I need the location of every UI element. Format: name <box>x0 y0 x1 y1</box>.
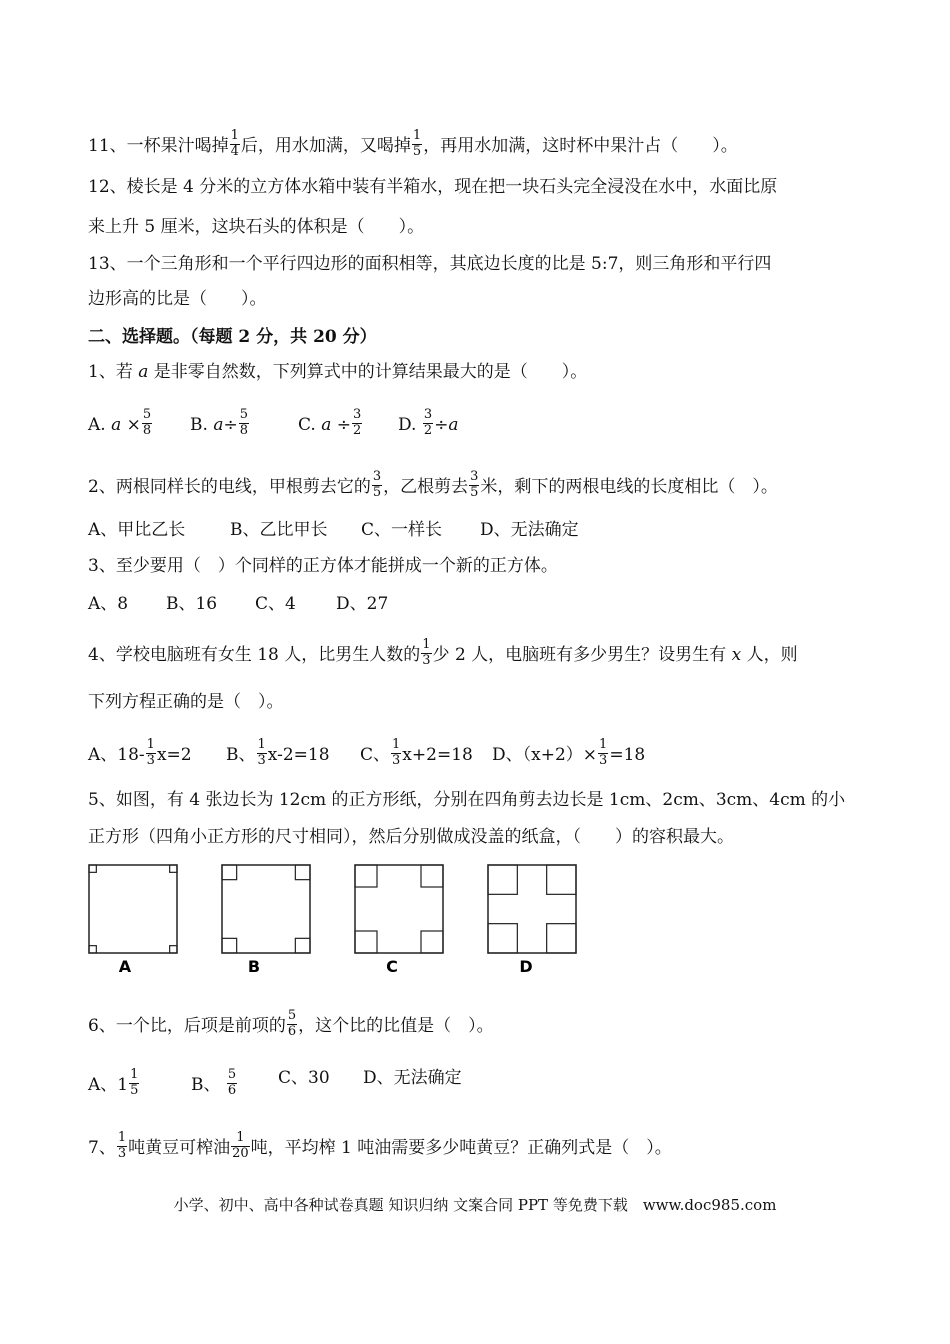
fraction: $\frac{3}{5}$ <box>470 469 479 500</box>
option-c[interactable]: C、4 <box>255 594 296 614</box>
corner-cut <box>222 865 237 880</box>
square-outline <box>222 865 310 953</box>
mc-question-5-line-1: 5、如图，有 4 张边长为 12cm 的正方形纸，分别在四角剪去边长是 1cm、2cm、3cm、4cm 的小 <box>88 790 846 810</box>
option-b[interactable]: B、乙比甲长 <box>230 520 328 540</box>
fraction: $\frac{1}{5}$ <box>412 128 422 159</box>
fraction: $\frac{1}{20}$ <box>232 1130 249 1161</box>
corner-cut <box>295 865 310 880</box>
option-a[interactable]: A. a × $\frac{5}{8}$ <box>88 407 152 438</box>
square-label: C <box>386 957 398 974</box>
option-c[interactable]: C. a ÷ $\frac{3}{2}$ <box>298 407 362 438</box>
option-d[interactable]: D、27 <box>336 594 389 614</box>
fraction: $\frac{5}{8}$ <box>239 407 248 438</box>
fraction: $\frac{3}{2}$ <box>423 407 433 438</box>
square-label: D <box>519 957 533 974</box>
option-c[interactable]: C、一样长 <box>361 520 443 540</box>
corner-cut <box>222 938 237 953</box>
corner-cut <box>421 865 443 887</box>
option-b[interactable]: B、 $\frac{1}{3}$ x-2=18 <box>226 737 330 768</box>
fraction: $\frac{1}{3}$ <box>257 737 266 768</box>
mc-question-7: 7、 $\frac{1}{3}$ 吨黄豆可榨油 $\frac{1}{20}$ 吨，平均榨 1 吨油需要多少吨黄豆？正确列式是（ ）。 <box>88 1130 672 1161</box>
section-title: 二、选择题。（每题 2 分，共 20 分） <box>88 327 377 347</box>
fraction: $\frac{1}{3}$ <box>117 1130 127 1161</box>
option-d[interactable]: D、无法确定 <box>363 1068 462 1088</box>
corner-cut <box>170 865 177 872</box>
option-d[interactable]: D、（x+2）× $\frac{1}{3}$ =18 <box>492 737 646 768</box>
corner-cut <box>89 946 96 953</box>
mc-question-4-line-1: 4、学校电脑班有女生 18 人，比男生人数的 $\frac{1}{3}$ 少 2 人，电脑班有多少男生？设男生有 x 人，则 <box>88 637 798 668</box>
question-12-line-1: 12、棱长是 4 分米的立方体水箱中装有半箱水，现在把一块石头完全浸没在水中，水面比原 <box>88 177 778 197</box>
fraction: $\frac{3}{2}$ <box>353 407 362 438</box>
square-outline <box>355 865 443 953</box>
fraction: $\frac{1}{3}$ <box>392 737 401 768</box>
corner-cut <box>488 924 517 953</box>
paper-square-c <box>355 865 443 974</box>
fraction: $\frac{5}{8}$ <box>142 407 152 438</box>
paper-square-a <box>89 865 177 974</box>
square-label: B <box>247 957 261 974</box>
corner-cut <box>355 931 377 953</box>
corner-cut <box>547 924 576 953</box>
fraction: $\frac{1}{3}$ <box>422 637 431 668</box>
paper-box-figure <box>86 862 586 974</box>
option-d[interactable]: D. $\frac{3}{2}$ ÷a <box>398 407 459 438</box>
option-c[interactable]: C、30 <box>278 1068 330 1088</box>
option-b[interactable]: B、 $\frac{5}{6}$ <box>191 1067 237 1098</box>
square-outline <box>488 865 576 953</box>
option-a[interactable]: A、18- $\frac{1}{3}$ x=2 <box>88 737 192 768</box>
fraction: $\frac{3}{5}$ <box>372 469 382 500</box>
mc-question-5-line-2: 正方形（四角小正方形的尺寸相同），然后分别做成没盖的纸盒，（ ）的容积最大。 <box>88 827 734 847</box>
fraction: $\frac{5}{6}$ <box>227 1067 237 1098</box>
page-footer: 小学、初中、高中各种试卷真题 知识归纳 文案合同 PPT 等免费下载 www.doc985.com <box>173 1196 777 1214</box>
mc-question-2: 2、两根同样长的电线，甲根剪去它的 $\frac{3}{5}$ ，乙根剪去 $\frac{3}{5}$ 米，剩下的两根电线的长度相比（ ）。 <box>88 469 778 500</box>
mc-question-1: 1、若 a 是非零自然数，下列算式中的计算结果最大的是（ ）。 <box>88 362 588 382</box>
fraction: $\frac{1}{5}$ <box>130 1067 139 1098</box>
option-c[interactable]: C、 $\frac{1}{3}$ x+2=18 <box>360 737 473 768</box>
option-a[interactable]: A、1 $\frac{1}{5}$ <box>88 1067 139 1098</box>
question-12-line-2: 来上升 5 厘米，这块石头的体积是（ ）。 <box>88 217 425 237</box>
fraction: $\frac{1}{4}$ <box>230 128 239 159</box>
corner-cut <box>170 946 177 953</box>
option-b[interactable]: B. a÷ $\frac{5}{8}$ <box>190 407 248 438</box>
corner-cut <box>421 931 443 953</box>
question-13-line-1: 13、一个三角形和一个平行四边形的面积相等，其底边长度的比是 5:7，则三角形和平行四 <box>88 254 772 274</box>
option-d[interactable]: D、无法确定 <box>480 520 579 540</box>
corner-cut <box>295 938 310 953</box>
mc-question-3: 3、至少要用（ ）个同样的正方体才能拼成一个新的正方体。 <box>88 556 558 576</box>
paper-square-b <box>222 865 310 974</box>
question-11: 11、一杯果汁喝掉 $\frac{1}{4}$ 后，用水加满，又喝掉 $\frac{1}{5}$ ，再用水加满，这时杯中果汁占（ ）。 <box>88 128 738 159</box>
corner-cut <box>488 865 517 894</box>
paper-square-d <box>488 865 576 974</box>
question-13-line-2: 边形高的比是（ ）。 <box>88 289 267 309</box>
square-outline <box>89 865 177 953</box>
corner-cut <box>89 865 96 872</box>
square-label: A <box>118 957 132 974</box>
mc-question-6: 6、一个比，后项是前项的 $\frac{5}{6}$ ，这个比的比值是（ ）。 <box>88 1008 494 1039</box>
mc-question-4-line-2: 下列方程正确的是（ ）。 <box>88 692 284 712</box>
corner-cut <box>355 865 377 887</box>
fraction: $\frac{1}{3}$ <box>599 737 608 768</box>
fraction: $\frac{1}{3}$ <box>146 737 155 768</box>
option-b[interactable]: B、16 <box>166 594 218 614</box>
option-a[interactable]: A、甲比乙长 <box>88 520 186 540</box>
option-a[interactable]: A、8 <box>88 594 129 614</box>
corner-cut <box>547 865 576 894</box>
fraction: $\frac{5}{6}$ <box>287 1008 297 1039</box>
